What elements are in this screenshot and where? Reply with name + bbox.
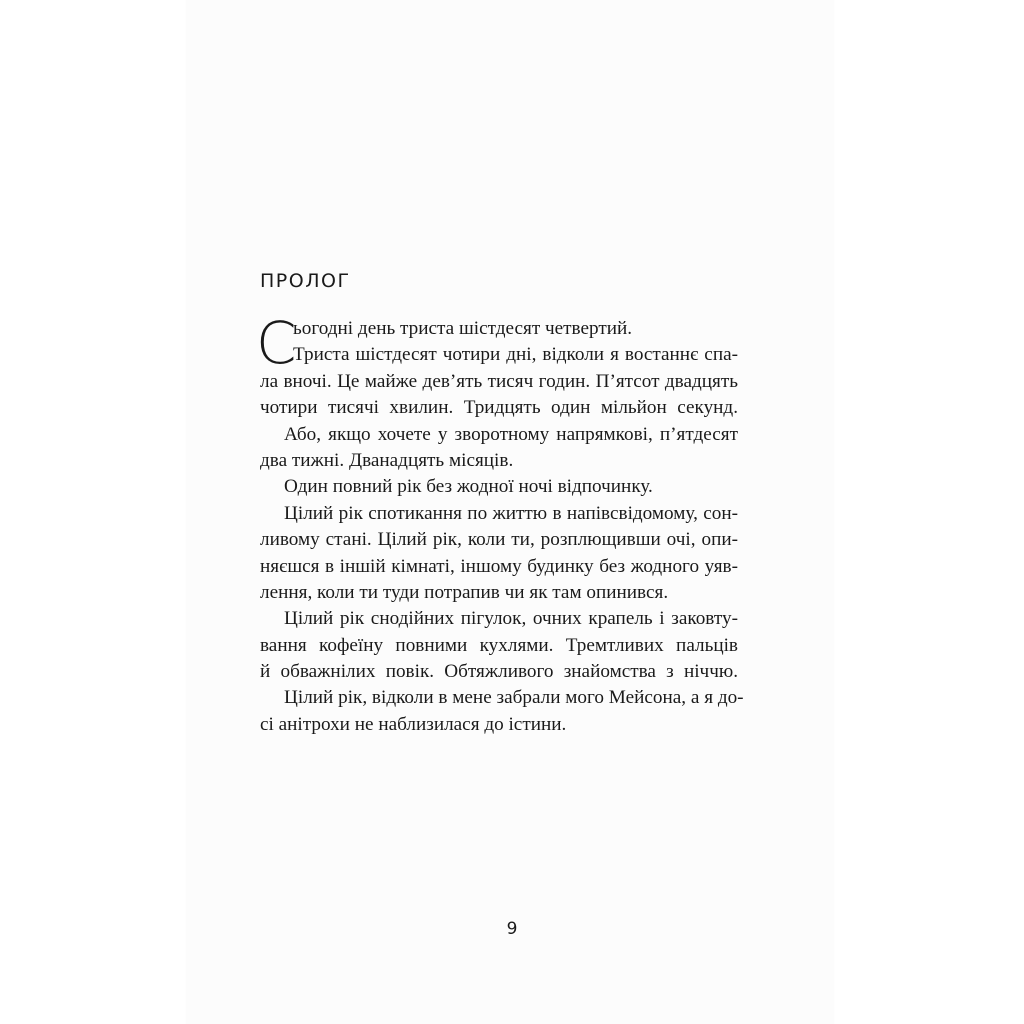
- chapter-body: [256, 309, 744, 738]
- paragraph-line: два тижні. Дванадцять місяців.: [260, 449, 514, 471]
- paragraph-line: ьогодні день триста шістдесят четвертий.: [293, 318, 633, 339]
- paragraph-line: ливому стані. Цілий рік, коли ти, розплющивши очі, опи-: [260, 529, 738, 551]
- chapter-heading: ПРОЛОГ: [260, 270, 351, 292]
- paragraph-line: Цілий рік снодійних пігулок, очних крапель і заковту-: [284, 608, 738, 630]
- page-number: 9: [506, 919, 518, 939]
- paragraph-line: лення, коли ти туди потрапив чи як там опинився.: [260, 581, 669, 603]
- paragraph-line: сі анітрохи не наблизилася до істини.: [260, 713, 567, 735]
- paragraph-line: Триста шістдесят чотири дні, відколи я востаннє спа-: [293, 344, 738, 366]
- paragraph-line: Цілий рік, відколи в мене забрали мого Мейсона, а я до-: [284, 687, 744, 709]
- drop-cap: С: [256, 309, 297, 377]
- paragraph-line: Один повний рік без жодної ночі відпочинку.: [284, 476, 653, 498]
- paragraph-line: чотири тисячі хвилин. Тридцять один мільйон секунд.: [260, 397, 738, 419]
- paragraph-line: Цілий рік спотикання по життю в напівсвідомому, сон-: [284, 502, 738, 524]
- paragraph-line: й обважнілих повік. Обтяжливого знайомства з ніччю.: [260, 661, 738, 683]
- paragraph-line: Або, якщо хочете у зворотному напрямкові, п’ятдесят: [284, 423, 738, 445]
- paragraph-line: няєшся в іншій кімнаті, іншому будинку без жодного уяв-: [260, 555, 738, 577]
- paragraph-line: ла вночі. Це майже дев’ять тисяч годин. П’ятсот двадцять: [260, 370, 738, 392]
- paragraph-line: вання кофеїну повними кухлями. Тремтливих пальців: [260, 634, 738, 656]
